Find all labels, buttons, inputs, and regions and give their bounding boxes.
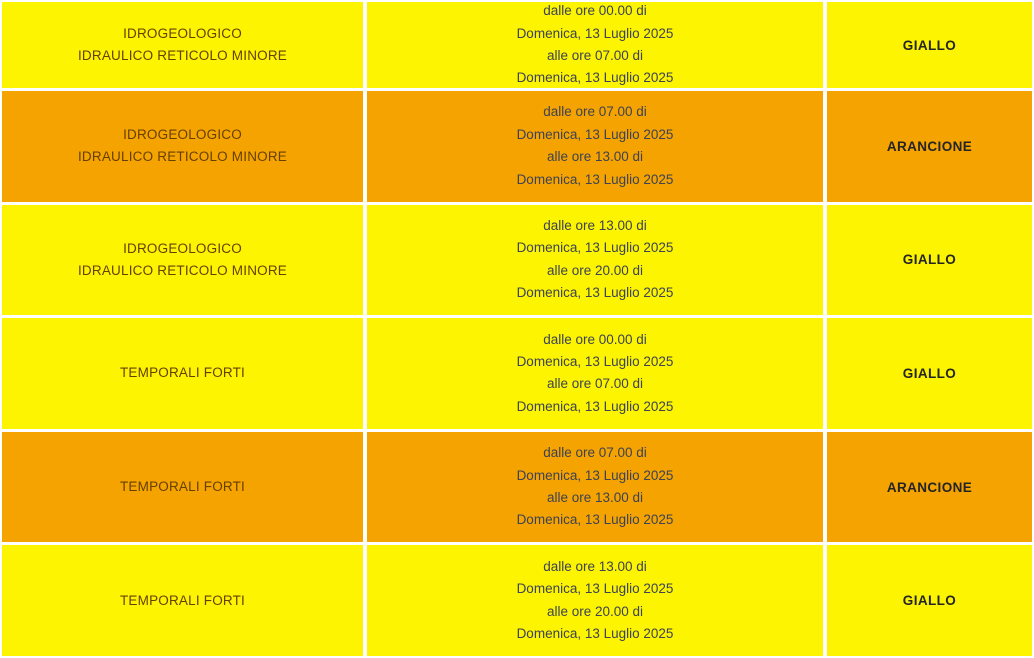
validity-period-line: dalle ore 07.00 di [543, 445, 647, 461]
hazard-label-line: IDRAULICO RETICOLO MINORE [77, 48, 288, 63]
alert-row [2, 205, 1032, 316]
alert-row [2, 432, 1032, 543]
validity-period-cell [367, 205, 823, 316]
validity-period-line: dalle ore 13.00 di [543, 558, 647, 574]
alert-level-label: ARANCIONE [886, 479, 973, 495]
hazard-label-line: IDROGEOLOGICO [123, 240, 242, 256]
alert-level-label: ARANCIONE [886, 138, 973, 154]
hazard-label-line: IDROGEOLOGICO [123, 127, 242, 143]
alert-level-cell [827, 545, 1032, 656]
validity-period-line: Domenica, 13 Luglio 2025 [516, 581, 674, 597]
hazard-cell [2, 2, 363, 88]
validity-period-line: dalle ore 00.00 di [543, 3, 647, 19]
hazard-label-line: TEMPORALI FORTI [119, 592, 245, 608]
alert-level-cell [827, 91, 1032, 202]
validity-period-line: Domenica, 13 Luglio 2025 [516, 25, 674, 41]
validity-period-line: alle ore 07.00 di [546, 376, 644, 392]
validity-period-line: alle ore 20.00 di [546, 262, 644, 278]
alert-row [2, 318, 1032, 429]
validity-period-line: Domenica, 13 Luglio 2025 [516, 512, 674, 528]
validity-period-line: dalle ore 00.00 di [543, 331, 647, 347]
alert-row [2, 2, 1032, 88]
alert-level-label: GIALLO [902, 593, 957, 609]
validity-period-line: alle ore 13.00 di [546, 490, 644, 506]
validity-period-line: Domenica, 13 Luglio 2025 [516, 354, 674, 370]
hazard-cell [2, 205, 363, 316]
alert-level-label: GIALLO [902, 37, 957, 53]
hazard-label-line: TEMPORALI FORTI [119, 365, 245, 381]
hazard-cell [2, 318, 363, 429]
validity-period-line: alle ore 07.00 di [546, 48, 644, 63]
alert-row [2, 545, 1032, 656]
validity-period-line: dalle ore 07.00 di [543, 104, 647, 120]
hazard-label-line: TEMPORALI FORTI [119, 479, 245, 495]
validity-period-line: Domenica, 13 Luglio 2025 [516, 240, 674, 256]
alert-level-label: GIALLO [902, 365, 957, 381]
alert-level-label: GIALLO [902, 252, 957, 268]
hazard-label-line: IDRAULICO RETICOLO MINORE [77, 262, 288, 278]
validity-period-line: Domenica, 13 Luglio 2025 [516, 626, 674, 642]
validity-period-line: alle ore 13.00 di [546, 149, 644, 165]
alert-row [2, 91, 1032, 202]
validity-period-cell [367, 545, 823, 656]
validity-period-cell [367, 318, 823, 429]
validity-period-cell [367, 432, 823, 543]
hazard-cell [2, 91, 363, 202]
alert-level-cell [827, 2, 1032, 88]
hazard-cell [2, 432, 363, 543]
alert-level-cell [827, 432, 1032, 543]
hazard-cell [2, 545, 363, 656]
hazard-label-line: IDROGEOLOGICO [123, 26, 242, 41]
validity-period-line: Domenica, 13 Luglio 2025 [516, 171, 674, 187]
alert-level-cell [827, 205, 1032, 316]
validity-period-line: alle ore 20.00 di [546, 603, 644, 619]
validity-period-line: Domenica, 13 Luglio 2025 [516, 467, 674, 483]
validity-period-cell [367, 91, 823, 202]
validity-period-line: dalle ore 13.00 di [543, 218, 647, 234]
hazard-label-line: IDRAULICO RETICOLO MINORE [77, 149, 288, 165]
validity-period-line: Domenica, 13 Luglio 2025 [516, 285, 674, 301]
validity-period-line: Domenica, 13 Luglio 2025 [516, 398, 674, 414]
alert-level-cell [827, 318, 1032, 429]
validity-period-cell [367, 2, 823, 88]
validity-period-line: Domenica, 13 Luglio 2025 [516, 126, 674, 142]
validity-period-line: Domenica, 13 Luglio 2025 [516, 70, 674, 86]
